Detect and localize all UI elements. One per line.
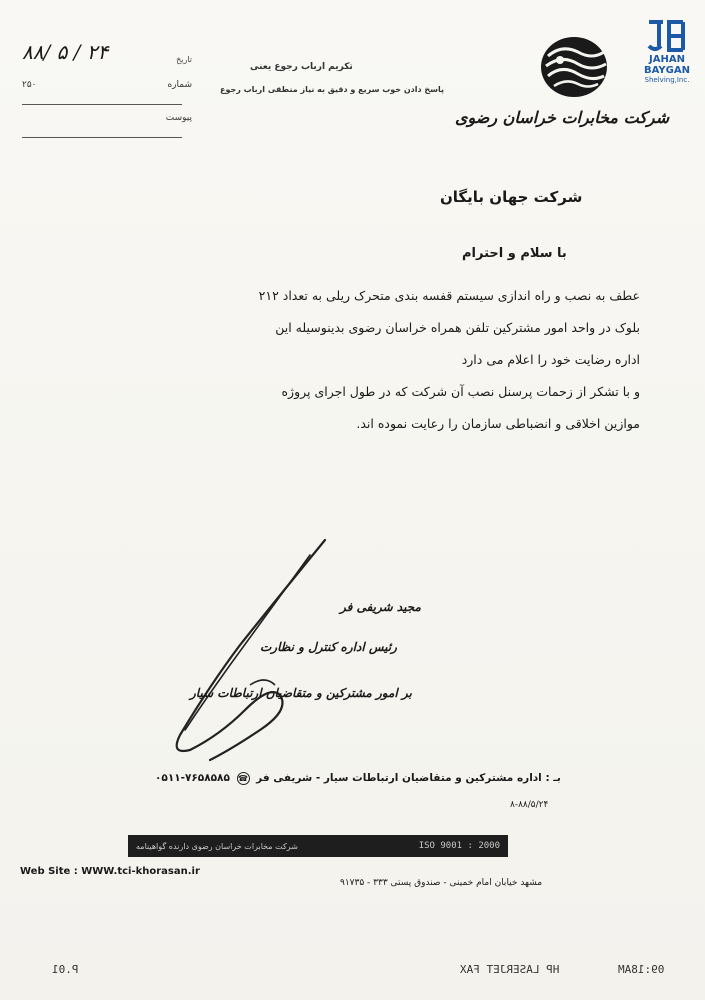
contact-text: : اداره مشترکین و متقاضیان ارتباطات سیار - شریفی فر — [256, 772, 550, 784]
recipient: شرکت جهان بایگان — [440, 188, 583, 206]
website: Web Site : WWW.tci-khorasan.ir — [20, 866, 200, 877]
company-header: شرکت مخابرات خراسان رضوی — [455, 108, 670, 127]
contact-prefix: بـ — [553, 772, 561, 784]
body-line: و با تشکر از زحمات پرسنل نصب آن شرکت که در طول اجرای پروژه — [281, 384, 640, 399]
body-line: بلوک در واحد امور مشترکین تلفن همراه خراسان رضوی بدینوسیله این — [275, 320, 640, 335]
iso-label: ISO 9001 : 2000 — [418, 841, 500, 851]
document-reference: ۸-۸۸/۵/۲۴ — [510, 800, 549, 810]
jb-name-line1: JAHAN — [649, 54, 685, 65]
body-line: اداره رضایت خود را اعلام می دارد — [461, 352, 640, 367]
slogan-line-2: پاسخ دادن خوب سریع و دقیق به نیاز منطقی ارباب رجوع — [220, 85, 445, 94]
fax-time: 09:18AM — [618, 963, 665, 976]
number-separator — [22, 104, 182, 105]
letter-meta-block — [22, 40, 192, 140]
signatory-name: مجید شریفی فر — [340, 600, 421, 614]
jb-subtitle: Shelving,Inc. — [644, 76, 690, 84]
attachment-row — [22, 113, 192, 123]
date-row — [22, 40, 192, 64]
contact-line — [155, 772, 561, 785]
date-value: ۸۸/ ۵ / ۲۴ — [22, 40, 109, 64]
tci-logo — [538, 34, 610, 100]
body-line: عطف به نصب و راه اندازی سیستم قفسه بندی متحرک ریلی به تعداد ۲۱۲ — [258, 288, 640, 303]
postal-address: مشهد خیابان امام خمینی - صندوق پستی ۳۳۳ - ۹۱۷۳۵ — [340, 878, 543, 888]
jb-monogram-icon — [647, 18, 687, 54]
iso-bar-text: شرکت مخابرات خراسان رضوی دارنده گواهینامه — [136, 841, 298, 851]
signatory-title-2: بر امور مشترکین و متقاضیان ارتباطات سیار — [190, 686, 412, 700]
phone-icon: ☎ — [238, 774, 248, 783]
fax-page-number: P.01 — [52, 963, 79, 976]
slogan-line-1: تکریم ارباب رجوع یعنی — [250, 62, 353, 72]
number-label: شماره — [167, 80, 192, 90]
attachment-label: پیوست — [165, 113, 192, 123]
signatory-title-1: رئیس اداره کنترل و نظارت — [260, 640, 397, 654]
jb-name-line2: BAYGAN — [644, 65, 690, 76]
contact-phone: ۰۵۱۱-۷۶۵۸۵۸۵ — [155, 772, 230, 784]
date-label: تاریخ — [176, 55, 192, 64]
handwritten-signature — [160, 535, 360, 775]
attachment-separator — [22, 137, 182, 138]
body-line: موازین اخلاقی و انضباطی سازمان را رعایت نموده اند. — [356, 416, 640, 431]
letter-body — [85, 280, 640, 440]
tci-logo-icon — [538, 34, 610, 100]
number-row — [22, 80, 192, 90]
fax-model: HP LASERJET FAX — [460, 963, 560, 976]
jahan-baygan-logo — [636, 18, 698, 98]
number-value: ۲۵۰ — [22, 80, 37, 90]
iso-certification-bar — [128, 835, 508, 857]
salutation: با سلام و احترام — [462, 246, 567, 261]
